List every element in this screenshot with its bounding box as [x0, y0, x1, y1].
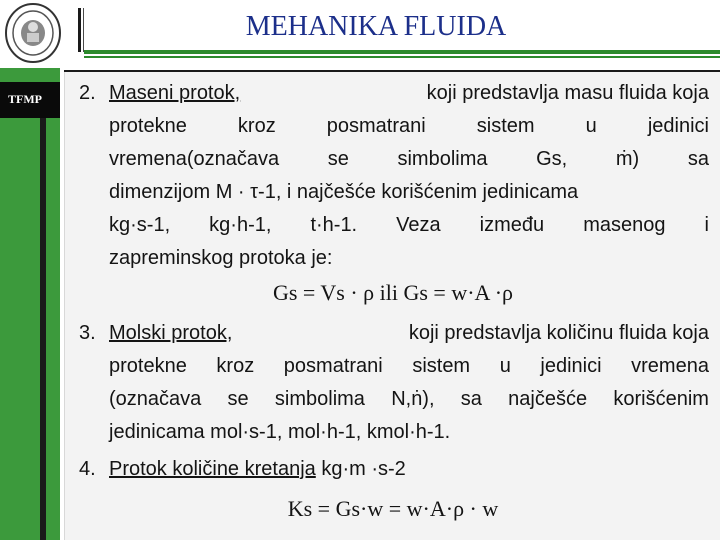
item-line: protekne kroz posmatrani sistem u jedinici vremena [109, 355, 709, 377]
item-term: Molski protok, [109, 322, 233, 344]
slide-content [64, 72, 720, 540]
item-number: 4. [79, 458, 96, 480]
title-underline [84, 50, 720, 54]
item-units: kg·m ·s-2 [321, 458, 406, 480]
item-line: jedinicama mol·s-1, mol·h-1, kmol·h-1. [109, 421, 451, 443]
slide-title: MEHANIKA FLUIDA [245, 11, 507, 42]
item-line [109, 82, 709, 105]
item-line: zapreminskog protoka je: [109, 247, 333, 269]
item-term: Maseni protok, [109, 82, 241, 104]
item-line-text: koji predstavlja količinu fluida koja [408, 322, 709, 344]
title-underline-thin [84, 56, 720, 58]
formula-mass-flow: Gs = Vs · ρ ili Gs = w·A ·ρ [272, 280, 514, 305]
item-number: 2. [79, 82, 96, 104]
item-term: Protok količine kretanja [109, 458, 316, 480]
formula-momentum-flow: Ks = Gs·w = w·A·ρ · w [287, 496, 499, 521]
item-line: dimenzijom M · τ-1, i najčešće korišćenim jedinicama [109, 181, 579, 203]
item-line: protekne kroz posmatrani sistem u jedinici [109, 115, 709, 137]
item-line: kg·s-1, kg·h-1, t·h-1. Veza između masenog i [109, 214, 709, 236]
item-line [109, 322, 709, 345]
logo-text: TFMP [8, 92, 42, 106]
item-line: (označava se simbolima N,ṅ), sa najčešće korišćenim [109, 388, 709, 410]
sidebar-green-bar [0, 0, 60, 540]
university-seal-icon [4, 2, 62, 64]
item-line-text: koji predstavlja masu fluida koja [426, 82, 709, 104]
item-line: vremena(označava se simbolima Gs, ṁ) sa [109, 148, 709, 170]
item-number: 3. [79, 322, 96, 344]
logo-area [0, 0, 66, 68]
sidebar-dark-strip [40, 118, 46, 540]
item-line [109, 458, 709, 481]
title-divider [78, 8, 81, 52]
